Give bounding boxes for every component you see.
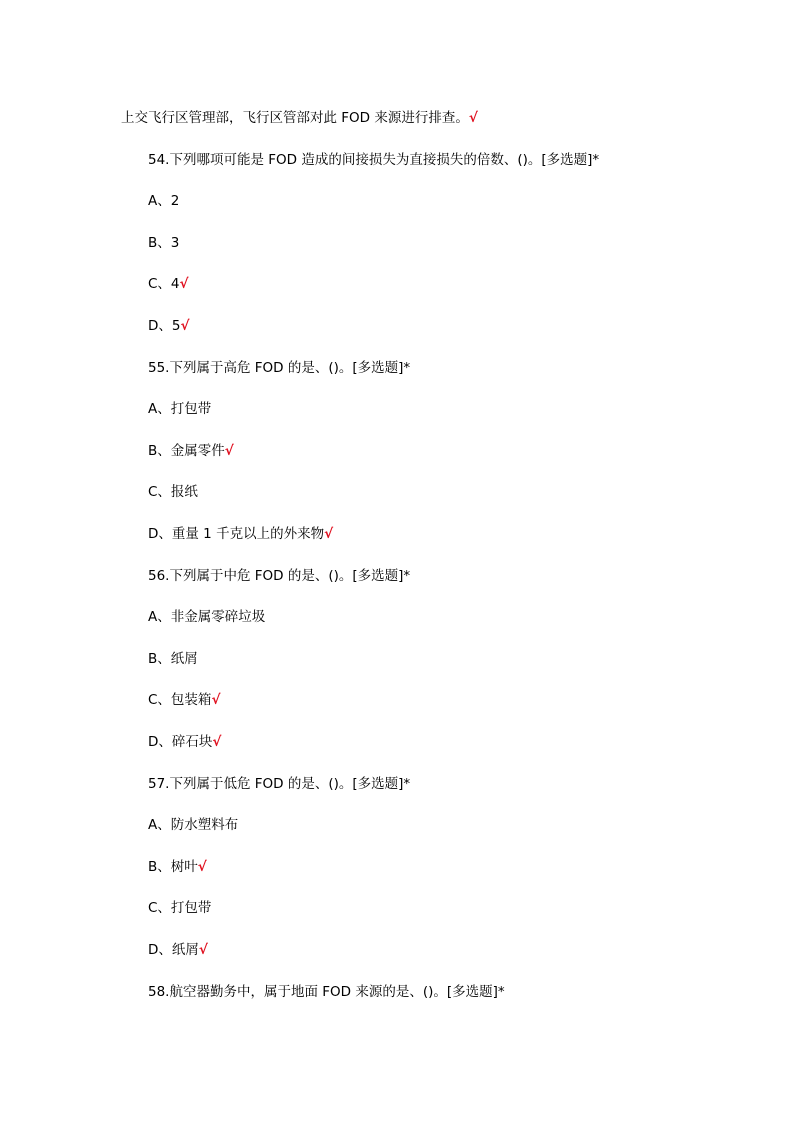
line-text: A、防水塑料布 [148,817,239,833]
line-text: 55.下列属于高危 FOD 的是、()。[多选题]* [148,360,411,376]
line-text: A、2 [148,193,180,209]
check-mark-icon: √ [324,526,334,542]
option-56-a [148,608,265,626]
line-text: 58.航空器勤务中，属于地面 FOD 来源的是、()。[多选题]* [148,984,505,1000]
question-55 [148,359,410,377]
option-54-d [148,317,190,335]
option-55-d [148,525,333,543]
check-mark-icon: √ [212,734,222,750]
line-text: 56.下列属于中危 FOD 的是、()。[多选题]* [148,568,411,584]
line-text: B、纸屑 [148,651,198,667]
line-text: B、金属零件 [148,443,225,459]
line-text: D、5 [148,318,181,334]
line-text: B、3 [148,235,180,251]
line-text: D、纸屑 [148,942,199,958]
option-55-b [148,442,234,460]
line-text: C、报纸 [148,484,198,500]
line-text: A、打包带 [148,401,212,417]
line-text: C、打包带 [148,900,212,916]
line-text: 上交飞行区管理部，飞行区管部对此 FOD 来源进行排查。 [121,110,469,126]
question-57 [148,775,410,793]
option-57-a [148,816,238,834]
question-56 [148,567,410,585]
line-text: B、树叶 [148,859,198,875]
check-mark-icon: √ [468,110,478,126]
line-text: 57.下列属于低危 FOD 的是、()。[多选题]* [148,776,411,792]
option-56-b [148,650,198,668]
option-57-c [148,899,211,917]
option-54-b [148,234,179,252]
check-mark-icon: √ [198,942,208,958]
check-mark-icon: √ [180,318,190,334]
check-mark-icon: √ [179,276,189,292]
check-mark-icon: √ [197,859,207,875]
line-text: C、4 [148,276,180,292]
option-54-c [148,275,189,293]
option-55-a [148,400,211,418]
option-57-b [148,858,207,876]
option-57-d [148,941,208,959]
check-mark-icon: √ [211,692,221,708]
line-text: A、非金属零碎垃圾 [148,609,266,625]
line-text: 54.下列哪项可能是 FOD 造成的间接损失为直接损失的倍数、()。[多选题]* [148,152,600,168]
answer-continuation-line [121,109,478,127]
option-54-a [148,192,179,210]
option-56-d [148,733,221,751]
option-56-c [148,691,220,709]
line-text: C、包装箱 [148,692,212,708]
line-text: D、碎石块 [148,734,213,750]
option-55-c [148,483,198,501]
question-54 [148,151,599,169]
line-text: D、重量 1 千克以上的外来物 [148,526,325,542]
check-mark-icon: √ [224,443,234,459]
question-58 [148,983,505,1001]
